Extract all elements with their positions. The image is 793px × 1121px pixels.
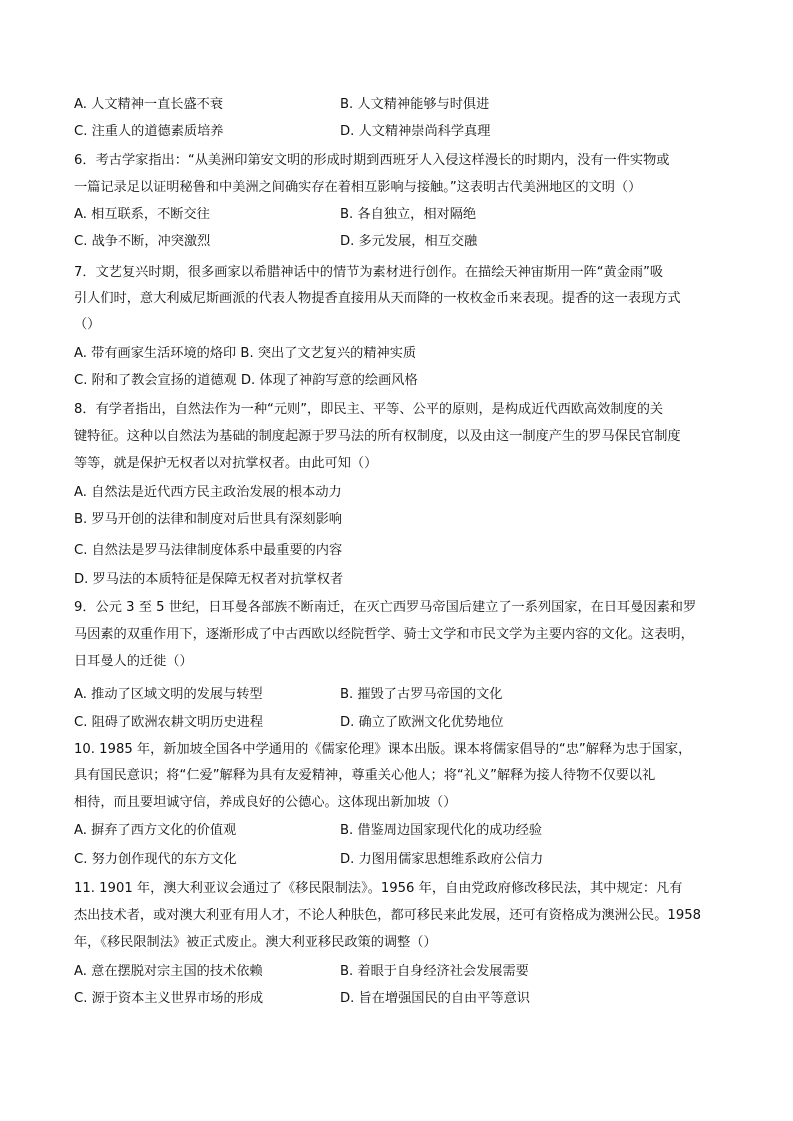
q8-stem-line-3: 等等，就是保护无权者以对抗掌权者。由此可知（） bbox=[74, 456, 378, 471]
q9-option-d: D. 确立了欧洲文化优势地位 bbox=[340, 715, 504, 730]
q9-option-b: B. 摧毁了古罗马帝国的文化 bbox=[340, 687, 503, 702]
q10-option-c: C. 努力创作现代的东方文化 bbox=[74, 852, 237, 867]
q5-option-d: D. 人文精神崇尚科学真理 bbox=[340, 124, 491, 139]
q11-stem-line-2: 杰出技术者，或对澳大利亚有用人才，不论人种肤色，都可移民来此发展，还可有资格成为澳洲公民。1958 bbox=[74, 908, 701, 923]
q10-stem-line-2: 具有国民意识；将“仁爱”解释为具有友爱精神，尊重关心他人；将“礼义”解释为接人待物不仅要以礼 bbox=[74, 768, 656, 783]
q9-stem-line-1: 9．公元 3 至 5 世纪，日耳曼各部族不断南迁，在灭亡西罗马帝国后建立了一系列国家，在日耳曼因素和罗 bbox=[74, 600, 697, 615]
q10-stem-line-3: 相待，而且要坦诚守信，养成良好的公德心。这体现出新加坡（） bbox=[74, 795, 457, 810]
q5-option-b: B. 人文精神能够与时俱进 bbox=[340, 97, 490, 112]
q9-option-c: C. 阻碍了欧洲农耕文明历史进程 bbox=[74, 715, 264, 730]
q9-stem-line-3: 日耳曼人的迁徙（） bbox=[74, 654, 193, 669]
q7-stem-line-2: 引人们时，意大利威尼斯画派的代表人物提香直接用从天而降的一枚枚金币来表现。提香的这一表现方式 bbox=[74, 291, 681, 306]
q7-options-ab: A. 带有画家生活环境的烙印 B. 突出了文艺复兴的精神实质 bbox=[74, 346, 417, 361]
q8-option-c: C. 自然法是罗马法律制度体系中最重要的内容 bbox=[74, 543, 343, 558]
q11-option-d: D. 旨在增强国民的自由平等意识 bbox=[340, 991, 530, 1006]
q9-option-a: A. 推动了区域文明的发展与转型 bbox=[74, 687, 263, 702]
q8-option-d: D. 罗马法的本质特征是保障无权者对抗掌权者 bbox=[74, 572, 344, 587]
q6-option-a: A. 相互联系，不断交往 bbox=[74, 207, 210, 222]
q8-stem-line-2: 键特征。这种以自然法为基础的制度起源于罗马法的所有权制度，以及由这一制度产生的罗马保民官制度 bbox=[74, 429, 681, 444]
q11-option-b: B. 着眼于自身经济社会发展需要 bbox=[340, 964, 529, 979]
q10-option-a: A. 摒弃了西方文化的价值观 bbox=[74, 823, 237, 838]
q8-option-a: A. 自然法是近代西方民主政治发展的根本动力 bbox=[74, 485, 342, 500]
q10-option-b: B. 借鉴周边国家现代化的成功经验 bbox=[340, 823, 543, 838]
q5-option-c: C. 注重人的道德素质培养 bbox=[74, 124, 224, 139]
q9-stem-line-2: 马因素的双重作用下，逐渐形成了中古西欧以经院哲学、骑士文学和市民文学为主要内容的文化。这表明， bbox=[74, 627, 694, 642]
q7-options-cd: C. 附和了教会宣扬的道德观 D. 体现了神韵写意的绘画风格 bbox=[74, 373, 418, 388]
q7-stem-line-1: 7．文艺复兴时期，很多画家以希腊神话中的情节为素材进行创作。在描绘天神宙斯用一阵“黄金雨”吸 bbox=[74, 265, 664, 280]
q8-option-b: B. 罗马开创的法律和制度对后世具有深刻影响 bbox=[74, 512, 342, 527]
q11-stem-line-1: 11. 1901 年，澳大利亚议会通过了《移民限制法》。1956 年，自由党政府修改移民法，其中规定：凡有 bbox=[74, 881, 683, 896]
q10-stem-line-1: 10. 1985 年，新加坡全国各中学通用的《儒家伦理》课本出版。课本将儒家倡导的“忠”解释为忠于国家， bbox=[74, 742, 692, 757]
q6-option-b: B. 各自独立，相对隔绝 bbox=[340, 207, 477, 222]
q7-stem-line-3: （） bbox=[74, 317, 101, 332]
q11-option-a: A. 意在摆脱对宗主国的技术依赖 bbox=[74, 964, 263, 979]
q6-stem-line-1: 6．考古学家指出：“从美洲印第安文明的形成时期到西班牙人入侵这样漫长的时期内，没有一件实物或 bbox=[74, 153, 670, 168]
q11-option-c: C. 源于资本主义世界市场的形成 bbox=[74, 991, 264, 1006]
q5-option-a: A. 人文精神一直长盛不衰 bbox=[74, 97, 224, 112]
q11-stem-line-3: 年，《移民限制法》被正式废止。澳大利亚移民政策的调整（） bbox=[74, 935, 437, 950]
q6-option-d: D. 多元发展，相互交融 bbox=[340, 234, 478, 249]
q10-option-d: D. 力图用儒家思想维系政府公信力 bbox=[340, 852, 544, 867]
q6-stem-line-2: 一篇记录足以证明秘鲁和中美洲之间确实存在着相互影响与接触。”这表明古代美洲地区的文明（） bbox=[74, 180, 642, 195]
q8-stem-line-1: 8．有学者指出，自然法作为一种“元则”，即民主、平等、公平的原则，是构成近代西欧高效制度的关 bbox=[74, 402, 664, 417]
q6-option-c: C. 战争不断，冲突激烈 bbox=[74, 234, 211, 249]
